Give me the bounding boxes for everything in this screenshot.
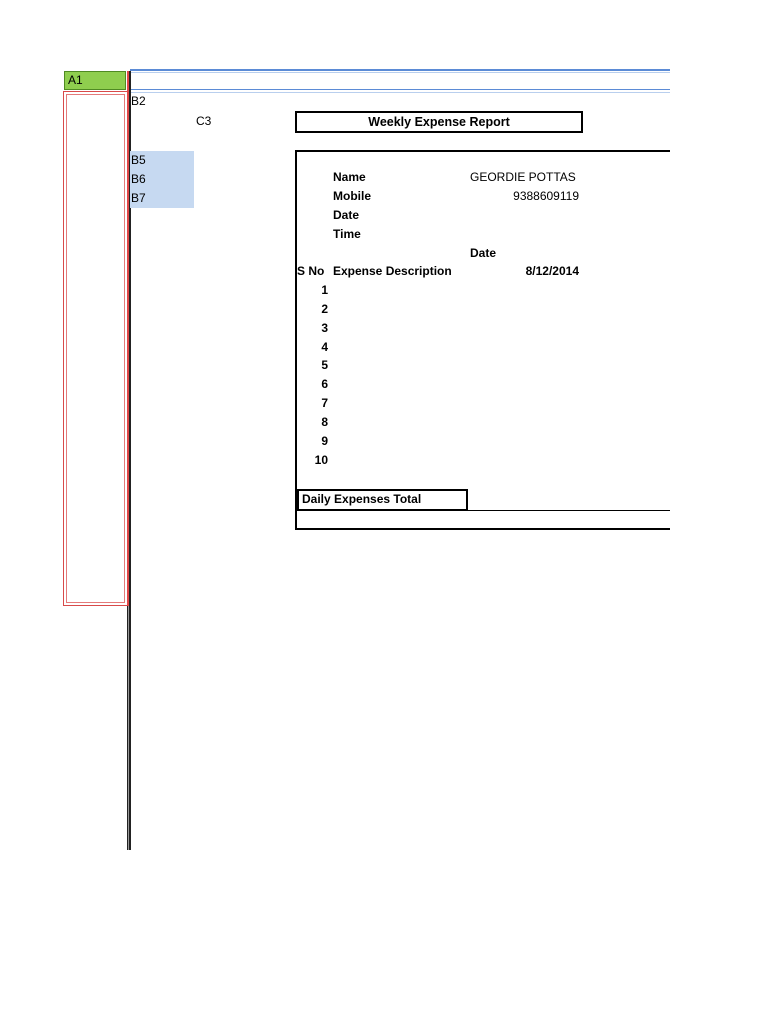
row-number: 10 <box>314 453 328 467</box>
field-label-mobile: Mobile <box>333 189 371 203</box>
col-header-date-value[interactable]: 8/12/2014 <box>525 264 579 278</box>
field-value-mobile[interactable]: 9388609119 <box>513 189 579 203</box>
col-header-description: Expense Description <box>333 264 452 278</box>
row-number: 1 <box>321 283 328 297</box>
row-number: 3 <box>321 321 328 335</box>
cell-b5[interactable]: B5 <box>131 153 146 167</box>
column-a-selection-inner <box>66 94 125 603</box>
report-title[interactable]: Weekly Expense Report <box>295 111 583 133</box>
field-label-name: Name <box>333 170 366 184</box>
date-header: Date <box>470 246 497 260</box>
row-number: 6 <box>321 377 328 391</box>
row-number: 4 <box>321 340 328 354</box>
row-number: 8 <box>321 415 328 429</box>
column-b-border-red <box>127 71 129 606</box>
column-header-rule <box>130 69 670 71</box>
col-header-sno: S No <box>297 264 325 278</box>
daily-expenses-total-label[interactable]: Daily Expenses Total <box>297 489 468 511</box>
row-number: 7 <box>321 396 328 410</box>
total-row-rule <box>297 510 670 511</box>
field-label-date: Date <box>333 208 360 222</box>
cell-b2[interactable]: B2 <box>131 94 146 108</box>
cell-b6[interactable]: B6 <box>131 172 146 186</box>
row-rule <box>130 89 670 90</box>
report-frame-bottom <box>295 528 670 530</box>
row-number: 5 <box>321 358 328 372</box>
row-number: 2 <box>321 302 328 316</box>
cell-b7[interactable]: B7 <box>131 191 146 205</box>
field-value-name[interactable]: GEORDIE POTTAS <box>470 170 576 184</box>
cell-a1[interactable]: A1 <box>64 71 126 90</box>
report-frame-top <box>295 150 670 152</box>
row-rule <box>130 92 670 93</box>
field-label-time: Time <box>333 227 361 241</box>
cell-c3[interactable]: C3 <box>196 114 212 128</box>
row-number: 9 <box>321 434 328 448</box>
column-header-rule <box>130 72 670 73</box>
